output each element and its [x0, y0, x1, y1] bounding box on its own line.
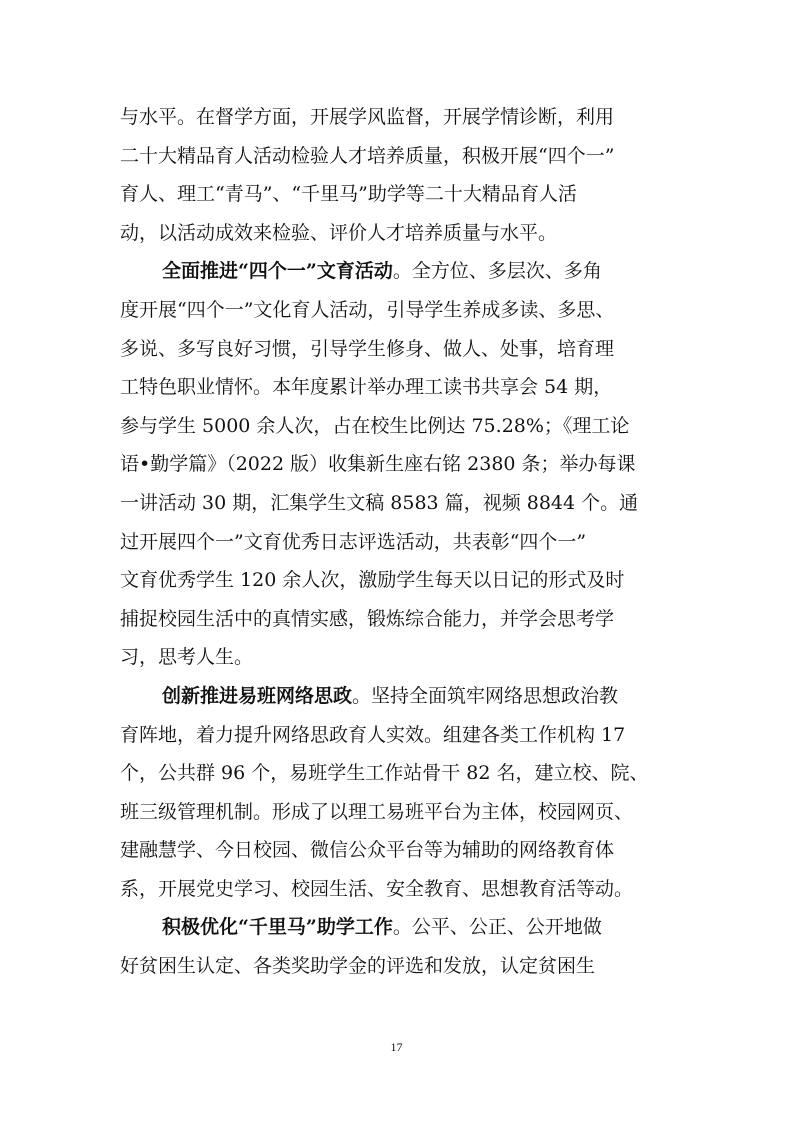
paragraph-heading: 积极优化“千里马”助学工作	[162, 916, 393, 939]
text-line: 与水平。在督学方面，开展学风监督，开展学情诊断，利用	[120, 106, 615, 128]
text-line: 建融慧学、今日校园、微信公众平台等为辅助的网络教育体	[120, 839, 615, 862]
text-line: 动，以活动成效来检验、评价人才培养质量与水平。	[120, 221, 558, 244]
text-line: 一讲活动 30 期，汇集学生文稿 8583 篇，视频 8844 个。通	[120, 491, 639, 514]
text-line: 育阵地，着力提升网络思政育人实效。组建各类工作机构 17	[120, 723, 626, 746]
paragraph	[120, 98, 680, 252]
page-number: 17	[390, 1040, 403, 1054]
text-line: 工特色职业情怀。本年度累计举办理工读书共享会 54 期，	[120, 376, 613, 399]
heading-rest-text: 。公平、公正、公开地做	[392, 916, 602, 939]
text-line: 捕捉校园生活中的真情实感，锻炼综合能力，并学会思考学	[120, 607, 615, 630]
text-line: 好贫困生认定、各类奖助学金的评选和发放，认定贫困生	[120, 955, 596, 978]
text-line: 二十大精品育人活动检验人才培养质量，积极开展“四个一”	[120, 144, 615, 167]
text-line: 度开展“四个一”文化育人活动，引导学生养成多读、多思、	[120, 298, 615, 321]
body-text	[120, 98, 680, 986]
text-line: 班三级管理机制。形成了以理工易班平台为主体，校园网页、	[120, 800, 634, 823]
text-line: 语•勤学篇》（2022 版）收集新生座右铭 2380 条；举办每课	[120, 453, 636, 476]
text-line: 过开展四个一”文育优秀日志评选活动，共表彰“四个一”	[120, 530, 587, 553]
text-line: 系，开展党史学习、校园生活、安全教育、思想教育活等动。	[120, 877, 634, 900]
text-line: 参与学生 5000 余人次，占在校生比例达 75.28%；《理工论	[120, 414, 630, 437]
heading-rest-text: 。坚持全面筑牢网络思想政治教	[352, 684, 619, 707]
heading-rest-text: 。全方位、多层次、多角	[392, 260, 602, 283]
paragraph	[120, 908, 680, 985]
text-line: 文育优秀学生 120 余人次，激励学生每天以日记的形式及时	[120, 569, 625, 592]
text-line: 习，思考人生。	[120, 646, 254, 669]
paragraph-heading: 创新推进易班网络思政	[162, 684, 353, 707]
text-line: 多说、多写良好习惯，引导学生修身、做人、处事，培育理	[120, 337, 615, 360]
text-line: 育人、理工“青马”、“千里马”助学等二十大精品育人活	[120, 183, 577, 206]
paragraph-first-line	[120, 252, 680, 291]
paragraph-heading: 全面推进“四个一”文育活动	[162, 260, 393, 283]
paragraph-first-line	[120, 677, 680, 716]
paragraph-first-line	[120, 908, 680, 947]
paragraph	[120, 677, 680, 909]
text-line: 个，公共群 96 个，易班学生工作站骨干 82 名，建立校、院、	[120, 762, 649, 785]
paragraph	[120, 252, 680, 677]
